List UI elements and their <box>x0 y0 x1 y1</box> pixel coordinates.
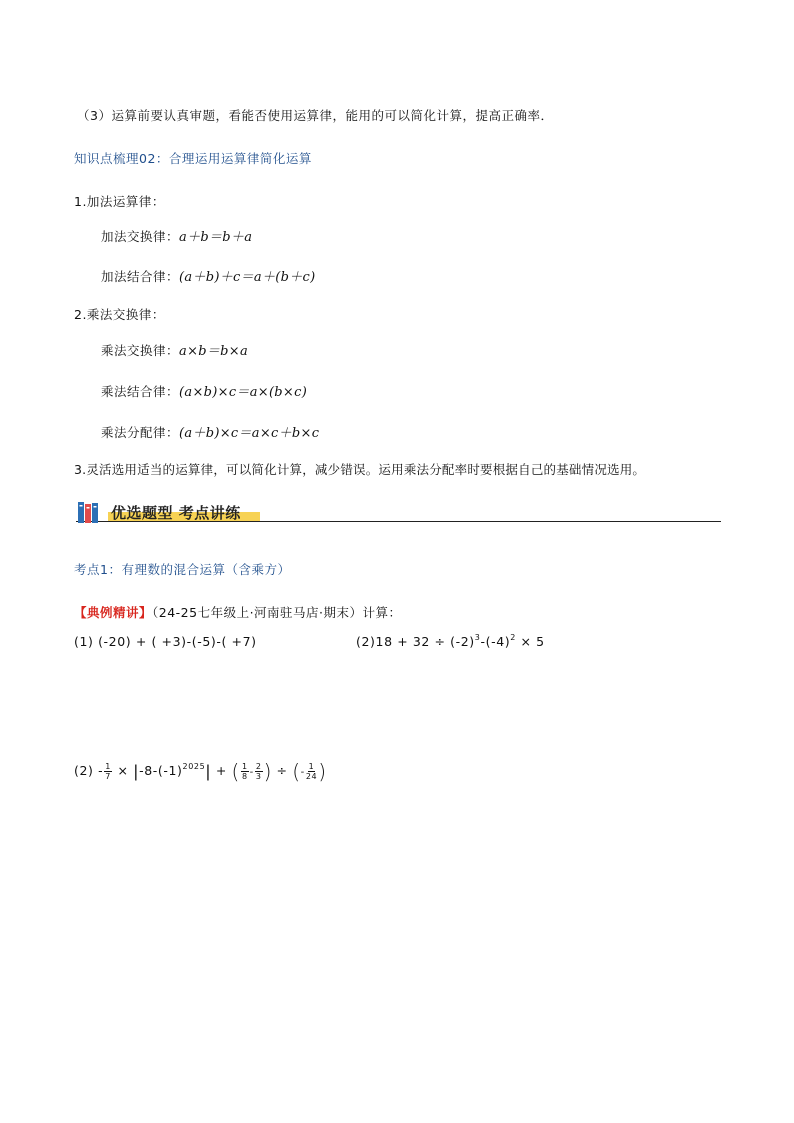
banner-title: 优选题型 考点讲练 <box>111 504 241 522</box>
mul-commutative-row <box>101 340 248 359</box>
add-associative-formula: (a＋b)＋c＝a＋(b＋c) <box>179 270 316 285</box>
add-laws-heading: 1.加法运算律： <box>74 194 165 209</box>
flexible-note: 3.灵活选用适当的运算律，可以简化计算，减少错误。运用乘法分配率时要根据自己的基础情况选用。 <box>74 462 646 477</box>
mul-associative-formula: (a×b)×c＝a×(b×c) <box>179 385 308 400</box>
mul-distributive-formula: (a＋b)×c＝a×c＋b×c <box>179 426 320 441</box>
add-commutative-row <box>101 226 252 245</box>
books-icon <box>77 500 105 528</box>
example-source: （24-25七年级上·河南驻马店·期末）计算： <box>152 605 402 620</box>
problem-1: (1) (-20) + ( +3)-(-5)-( +7) <box>74 634 257 649</box>
example-tag: 【典例精讲】 <box>74 605 153 620</box>
mul-commutative-formula: a×b＝b×a <box>179 344 249 359</box>
fraction-1-7: $\frac{1}{7}$ <box>105 762 111 781</box>
mul-distributive-row <box>101 422 319 441</box>
intro-point: （3）运算前要认真审题，看能否使用运算律，能用的可以简化计算，提高正确率． <box>77 108 554 123</box>
mul-distributive-label: 乘法分配律： <box>101 425 180 440</box>
section-heading: 知识点梳理02：合理运用运算律简化运算 <box>74 151 312 166</box>
add-associative-row <box>101 266 316 285</box>
mul-associative-label: 乘法结合律： <box>101 384 180 399</box>
fraction-1-8: $\frac{1}{8}$ <box>241 762 248 781</box>
kaodian-title: 考点1：有理数的混合运算（含乘方） <box>74 562 291 577</box>
fraction-2-3: $\frac{2}{3}$ <box>255 762 262 781</box>
fraction-1-24: $\frac{1}{24}$ <box>305 762 318 781</box>
mul-associative-row <box>101 381 307 400</box>
mul-commutative-label: 乘法交换律： <box>101 343 180 358</box>
add-commutative-label: 加法交换律： <box>101 229 180 244</box>
example-header <box>74 603 402 621</box>
mul-laws-heading: 2.乘法交换律： <box>74 307 165 322</box>
problem-2: $(2)18 + 32 \div (-2)^3-(-4)^2 \times 5$ <box>356 633 545 649</box>
problem-3: (2) - $\frac{1}{7}$ × $|-8-(-1)^{2025}|$ + ( $\frac{1}{8}$ - $\frac{2}{3}$ ) ÷ (- $\frac{1}{24}$ ) <box>74 759 327 784</box>
add-commutative-formula: a＋b＝b＋a <box>179 230 253 245</box>
add-associative-label: 加法结合律： <box>101 269 180 284</box>
